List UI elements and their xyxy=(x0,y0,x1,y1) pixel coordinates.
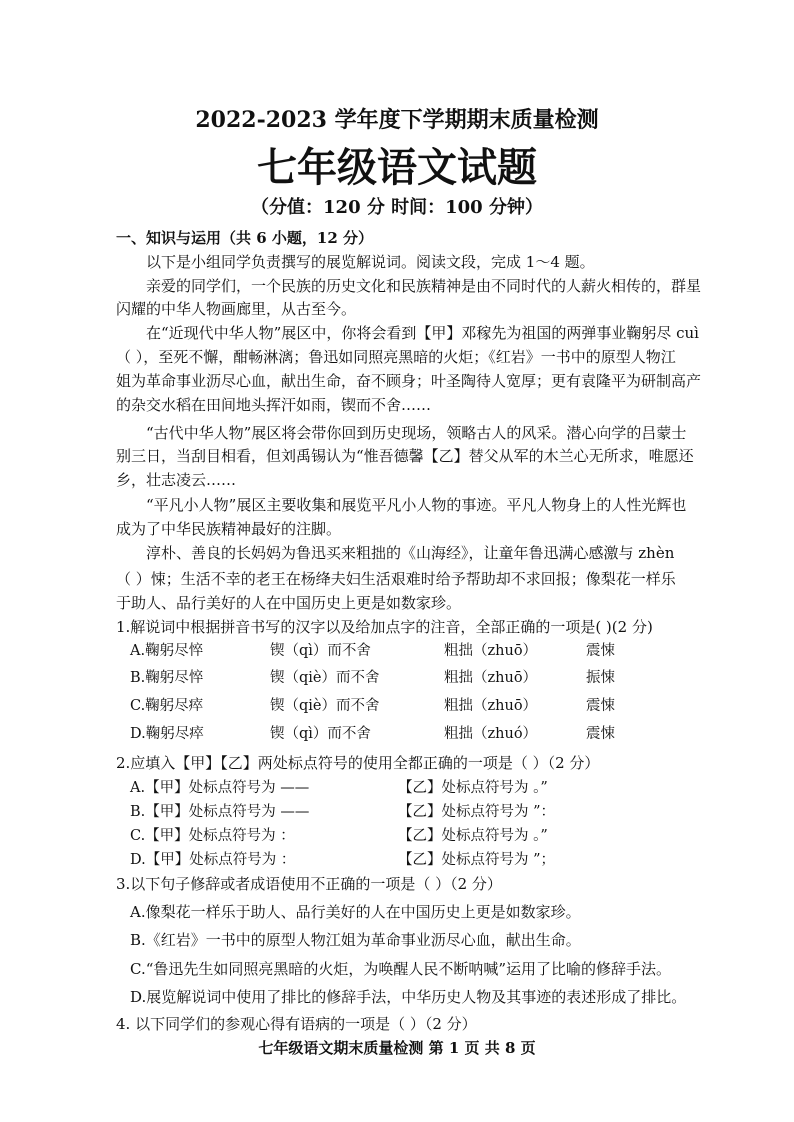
option-b-yi: 【乙】处标点符号为 ”： xyxy=(398,804,556,820)
option-b-pinyin-1: 锲（qiè）而不舍 xyxy=(270,670,380,686)
option-d-pinyin-2: 粗拙（zhuó） xyxy=(444,726,538,742)
option-c-pinyin-1: 锲（qiè）而不舍 xyxy=(270,698,380,714)
passage-line: 于助人、品行美好的人在中国历史上更是如数家珍。 xyxy=(116,594,462,612)
option-c-word: 震悚 xyxy=(586,698,615,714)
option-b-pinyin-2: 粗拙（zhuō） xyxy=(444,670,538,686)
passage-line: （ ）悚；生活不幸的老王在杨绛夫妇生活艰难时给予帮助却不求回报；像梨花一样乐 xyxy=(116,570,676,588)
question-3-option: D.展览解说词中使用了排比的修辞手法，中华历史人物及其事迹的表述形成了排比。 xyxy=(130,988,687,1006)
option-d-jia: D.【甲】处标点符号为 ： xyxy=(130,852,296,868)
section-intro: 以下是小组同学负责撰写的展览解说词。阅读文段，完成 1～4 题。 xyxy=(146,253,595,271)
option-d-term: D.鞠躬尽瘁 xyxy=(130,726,204,742)
option-a-word: 震悚 xyxy=(586,643,615,659)
option-c-term: C.鞠躬尽瘁 xyxy=(130,698,204,714)
passage-line: （ ），至死不懈，酣畅淋漓；鲁迅如同照亮黑暗的火炬；《红岩》一书中的原型人物江 xyxy=(116,348,676,366)
question-3-option: C.“鲁迅先生如同照亮黑暗的火炬，为唤醒人民不断呐喊”运用了比喻的修辞手法。 xyxy=(130,960,672,978)
passage-line: 成为了中华民族精神最好的注脚。 xyxy=(116,520,342,538)
exam-score-time: （分值：120 分 时间：100 分钟） xyxy=(251,197,543,218)
exam-subject-title: 七年级语文试题 xyxy=(257,144,537,191)
exam-term-title: 2022-2023 学年度下学期期末质量检测 xyxy=(195,107,599,133)
passage-line: 的杂交水稻在田间地头挥汗如雨，锲而不舍…… xyxy=(116,396,432,414)
passage-line: 淳朴、善良的长妈妈为鲁迅买来粗拙的《山海经》，让童年鲁迅满心感激与 zhèn xyxy=(146,544,675,562)
option-a-yi: 【乙】处标点符号为 。” xyxy=(398,780,548,796)
passage-line: “古代中华人物”展区将会带你回到历史现场，领略古人的风采。潜心向学的吕蒙士 xyxy=(146,424,687,442)
option-a-term: A.鞠躬尽悴 xyxy=(130,643,204,659)
option-c-pinyin-2: 粗拙（zhuō） xyxy=(444,698,538,714)
option-c-yi: 【乙】处标点符号为 。” xyxy=(398,828,548,844)
question-4-stem: 4. 以下同学们的参观心得有语病的一项是（ ）（2 分） xyxy=(116,1015,477,1033)
section-heading: 一、知识与运用（共 6 小题，12 分） xyxy=(116,229,373,247)
option-a-jia: A.【甲】处标点符号为 —— xyxy=(130,780,310,796)
passage-line: “平凡小人物”展区主要收集和展览平凡小人物的事迹。平凡人物身上的人性光辉也 xyxy=(146,496,687,514)
question-3-option: B.《红岩》一书中的原型人物江姐为革命事业沥尽心血，献出生命。 xyxy=(130,931,581,949)
passage-line: 乡，壮志凌云…… xyxy=(116,471,237,489)
passage-line: 在“近现代中华人物”展区中，你将会看到【甲】邓稼先为祖国的两弹事业鞠躬尽 cuì xyxy=(146,324,699,342)
passage-line: 亲爱的同学们，一个民族的历史文化和民族精神是由不同时代的人薪火相传的，群星 xyxy=(146,277,702,295)
option-d-word: 震悚 xyxy=(586,726,615,742)
option-b-word: 振悚 xyxy=(586,670,615,686)
option-a-pinyin-2: 粗拙（zhuō） xyxy=(444,643,538,659)
option-c-jia: C.【甲】处标点符号为 ： xyxy=(130,828,295,844)
question-3-stem: 3.以下句子修辞或者成语使用不正确的一项是（ ）（2 分） xyxy=(116,875,502,893)
passage-line: 闪耀的中华人物画廊里，从古至今。 xyxy=(116,300,357,318)
passage-line: 别三日，当刮目相看，但刘禹锡认为“惟吾德馨【乙】替父从军的木兰心无所求，唯愿还 xyxy=(116,447,694,465)
option-b-jia: B.【甲】处标点符号为 —— xyxy=(130,804,310,820)
option-d-yi: 【乙】处标点符号为 ”； xyxy=(398,852,556,868)
option-d-pinyin-1: 锲（qì）而不舍 xyxy=(270,726,371,742)
passage-line: 姐为革命事业沥尽心血，献出生命，奋不顾身；叶圣陶待人宽厚；更有袁隆平为研制高产 xyxy=(116,372,702,390)
option-b-term: B.鞠躬尽悴 xyxy=(130,670,204,686)
page-footer: 七年级语文期末质量检测 第 1 页 共 8 页 xyxy=(258,1039,536,1057)
option-a-pinyin-1: 锲（qì）而不舍 xyxy=(270,643,371,659)
question-3-option: A.像梨花一样乐于助人、品行美好的人在中国历史上更是如数家珍。 xyxy=(130,903,581,921)
question-2-stem: 2.应填入【甲】【乙】两处标点符号的使用全都正确的一项是（ ）（2 分） xyxy=(116,754,600,772)
question-1-stem: 1.解说词中根据拼音书写的汉字以及给加点字的注音，全部正确的一项是( )(2 分) xyxy=(116,618,653,636)
